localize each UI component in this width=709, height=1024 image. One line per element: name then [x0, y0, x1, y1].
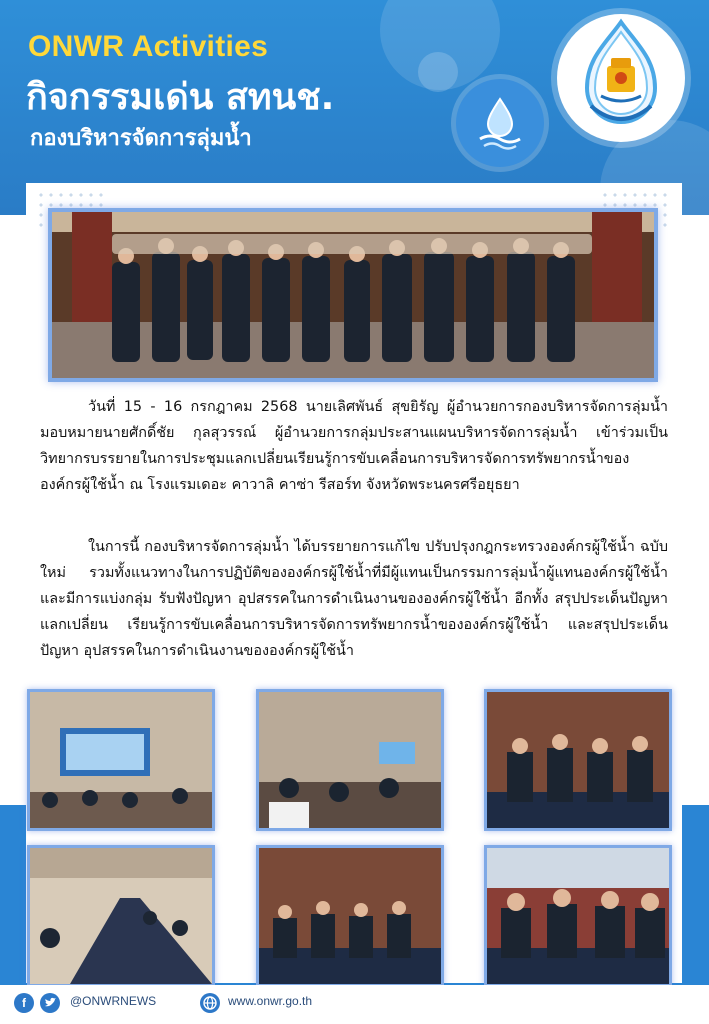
- water-drop-icon: [456, 79, 544, 167]
- activity-photo-2: [259, 692, 441, 828]
- decor-bubble: [418, 52, 458, 92]
- news-paragraph-1: [40, 394, 668, 498]
- title-english: ONWR Activities: [28, 30, 269, 63]
- website-link[interactable]: www.onwr.go.th: [228, 994, 313, 1008]
- title-thai: กิจกรรมเด่น สทนช.: [26, 77, 335, 118]
- facebook-icon[interactable]: f: [14, 993, 34, 1013]
- twitter-icon[interactable]: [40, 993, 60, 1013]
- news-paragraph-2: [40, 534, 668, 664]
- onwr-emblem-icon: [557, 14, 685, 142]
- activity-photo-3: [487, 692, 669, 828]
- group-photo: [52, 212, 654, 378]
- division-subtitle: กองบริหารจัดการลุ่มน้ำ: [30, 126, 252, 151]
- social-handle[interactable]: @ONWRNEWS: [70, 994, 157, 1008]
- activity-photo-5: [259, 848, 441, 984]
- activity-photo-6: [487, 848, 669, 984]
- paragraph-text: วันที่ 15 - 16 กรกฎาคม 2568 นายเลิศพันธ์ สุขยิรัญ ผู้อำนวยการกองบริหารจัดการลุ่มน้ำ มอบหมายนายศักดิ์ชัย กุลสุวรรณ์ ผู้อำนวยการกลุ่มประสานแผนบริหารจัดการลุ่มน้ำ เข้าร่วมเป็นวิทยากรบรรยายในการประชุมแลกเปลี่ยนเรียนรู้การขับเคลื่อนการบริหารจัดการทรัพยากรน้ำขององค์กรผู้ใช้น้ำ ณ โรงแรมเดอะ คาวาลิ คาซ่า รีสอร์ท จังหวัดพระนครศรีอยุธยา: [40, 399, 668, 493]
- activity-photo-4: [30, 848, 212, 984]
- paragraph-text: ในการนี้ กองบริหารจัดการลุ่มน้ำ ได้บรรยายการแก้ไข ปรับปรุงกฎกระทรวงองค์กรผู้ใช้น้ำ ฉบับใหม่ รวมทั้งแนวทางในการปฏิบัติขององค์กรผู้ใช้น้ำที่มีผู้แทนเป็นกรรมการลุ่มน้ำผู้แทนองค์กรผู้ใช้น้ำ และมีการแบ่งกลุ่ม รับฟังปัญหา อุปสรรคในการดำเนินงานขององค์กรผู้ใช้น้ำ อีกทั้ง สรุปประเด็นปัญหาแลกเปลี่ยน เรียนรู้การขับเคลื่อนการบริหารจัดการทรัพยากรน้ำขององค์กรผู้ใช้น้ำ และสรุปประเด็นปัญหา อุปสรรคในการดำเนินงานขององค์กรผู้ใช้น้ำ: [40, 539, 668, 659]
- onwr-logo: [557, 14, 685, 142]
- activity-photo-1: [30, 692, 212, 828]
- globe-icon: [200, 993, 220, 1013]
